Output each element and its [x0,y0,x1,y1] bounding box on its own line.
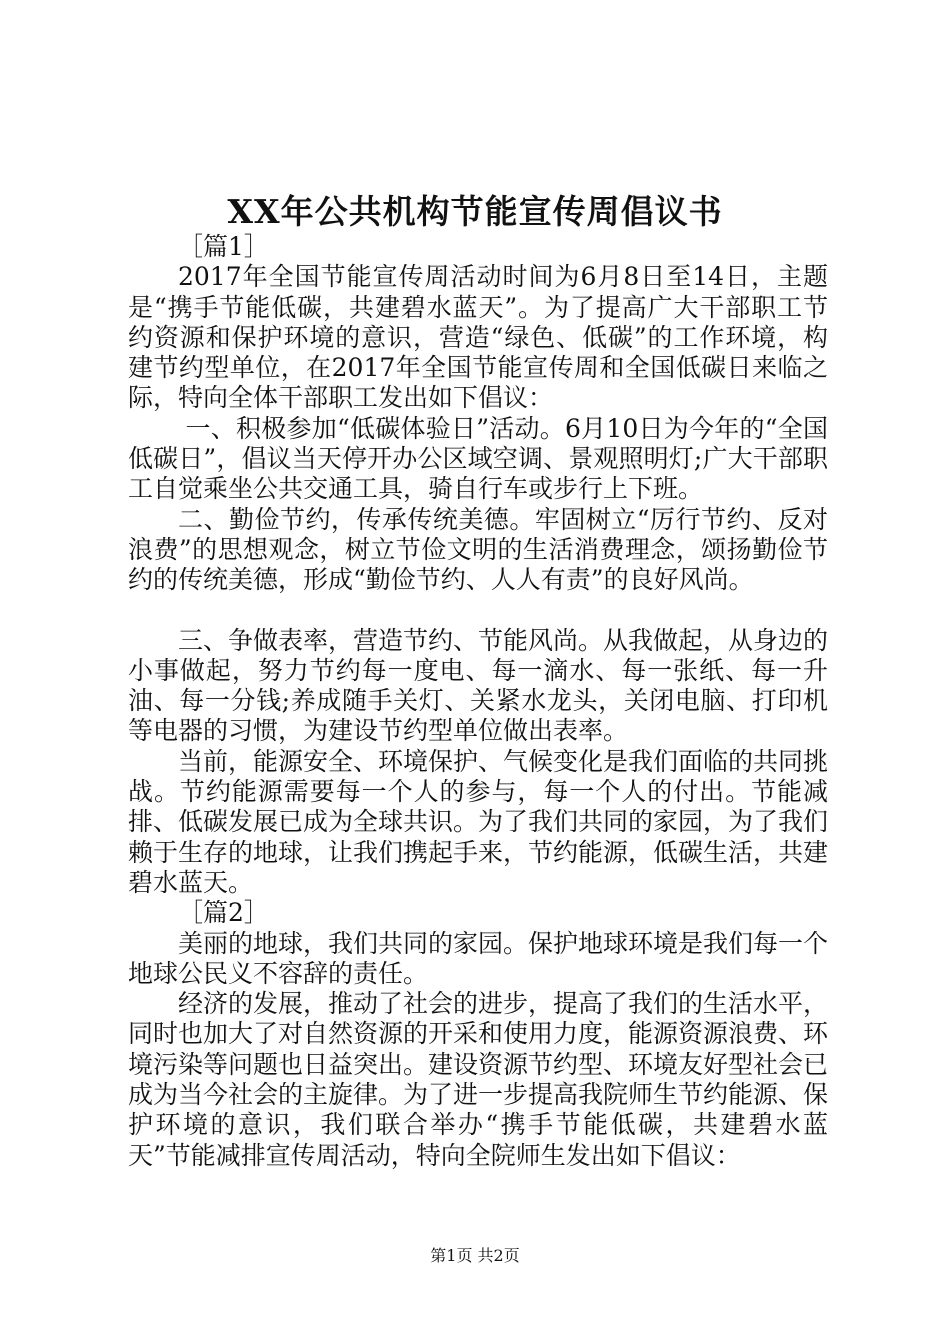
section-label-2: ［篇2］ [178,898,269,928]
document-body [128,232,828,1171]
paragraph-conclusion: 当前，能源安全、环境保护、气候变化是我们面临的共同挑战。节约能源需要每一个人的参与，每一个人的付出。节能减排、低碳发展已成为全球共识。为了我们共同的家园，为了我们赖于生存的地球，让我们携起手来，节约能源，低碳生活，共建碧水蓝天。 [128,746,829,897]
paragraph-earth: 美丽的地球，我们共同的家园。保护地球环境是我们每一个地球公民义不容辞的责任。 [128,928,829,988]
paragraph-point-2: 二、勤俭节约，传承传统美德。牢固树立“厉行节约、反对浪费”的思想观念，树立节俭文明的生活消费理念，颂扬勤俭节约的传统美德，形成“勤俭节约、人人有责”的良好风尚。 [128,504,828,595]
document-title: XX年公共机构节能宣传周倡议书 [227,192,723,231]
paragraph-point-3: 三、争做表率，营造节约、节能风尚。从我做起，从身边的小事做起，努力节约每一度电、每一滴水、每一张纸、每一升油、每一分钱;养成随手关灯、关紧水龙头，关闭电脑、打印机等电器的习惯，为建设节约型单位做出表率。 [128,625,829,746]
section-label-1: ［篇1］ [178,232,269,261]
paragraph-intro: 2017年全国节能宣传周活动时间为6月8日至14日，主题是“携手节能低碳，共建碧水蓝天”。为了提高广大干部职工节约资源和保护环境的意识，营造“绿色、低碳”的工作环境，构建节约型单位，在2017年全国节能宣传周和全国低碳日来临之际，特向全体干部职工发出如下倡议： [128,262,828,413]
paragraph-point-1: 一、积极参加“低碳体验日”活动。6月10日为今年的“全国低碳日”，倡议当天停开办公区域空调、景观照明灯;广大干部职工自觉乘坐公共交通工具，骑自行车或步行上下班。 [128,413,828,504]
paragraph-economy: 经济的发展，推动了社会的进步，提高了我们的生活水平，同时也加大了对自然资源的开采和使用力度，能源资源浪费、环境污染等问题也日益突出。建设资源节约型、环境友好型社会已成为当今社会的主旋律。为了进一步提高我院师生节约能源、保护环境的意识，我们联合举办“携手节能低碳，共建碧水蓝天”节能减排宣传周活动，特向全院师生发出如下倡议： [128,989,829,1170]
page-footer: 第1页 共2页 [430,1246,520,1265]
